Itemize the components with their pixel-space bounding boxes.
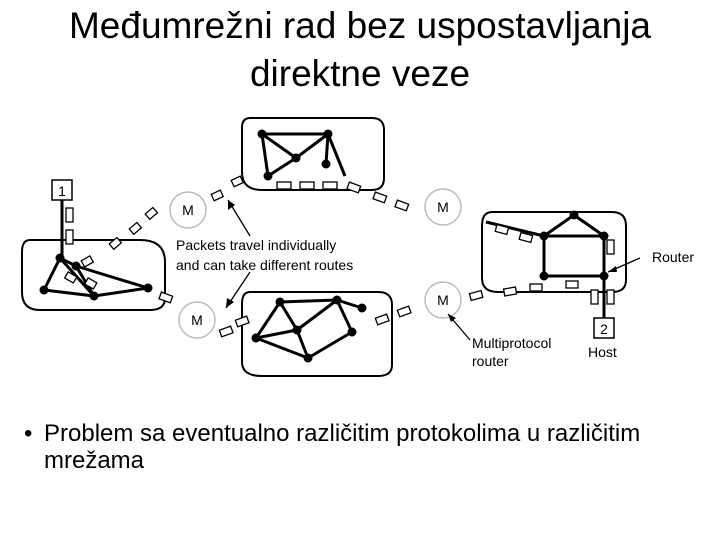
packet <box>504 287 517 296</box>
multiprotocol-router-bottom-left <box>179 302 215 338</box>
packet <box>66 208 73 222</box>
packet <box>159 292 173 303</box>
packet <box>469 291 482 301</box>
packet <box>347 182 361 193</box>
packet <box>66 230 73 244</box>
packet <box>607 290 614 304</box>
packet <box>219 326 233 337</box>
packet <box>211 190 223 201</box>
bullet-list <box>24 420 684 474</box>
packet <box>566 281 578 288</box>
host-2-label: 2 <box>600 321 608 337</box>
host-label: Host <box>588 344 617 360</box>
packet <box>591 290 598 304</box>
host-1 <box>52 180 73 258</box>
packet <box>607 240 614 254</box>
packet <box>129 222 141 234</box>
packet <box>323 182 337 189</box>
network-cloud-bottom <box>242 292 392 376</box>
multiprotocol-label-line-1: Multiprotocol <box>472 335 552 351</box>
svg-text:M: M <box>191 312 203 328</box>
packet <box>277 182 291 189</box>
packet <box>231 176 243 187</box>
left-network-nodes <box>40 254 153 301</box>
packet <box>530 284 542 291</box>
right-network-links <box>486 215 604 276</box>
multiprotocol-label-line-2: router <box>472 353 509 369</box>
bullet-item-1: Problem sa eventualno različitim protokolima u različitim mrežama <box>44 420 641 474</box>
packet <box>145 207 157 219</box>
packet <box>235 316 249 327</box>
packet <box>300 182 314 189</box>
right-network-nodes <box>540 211 609 281</box>
packets-route-lower <box>85 278 578 337</box>
svg-text:M: M <box>182 202 194 218</box>
top-network-links <box>262 134 345 176</box>
packets-label-line-2: and can take different routes <box>176 257 354 273</box>
bullet-dot: • <box>24 420 33 447</box>
bottom-network-nodes <box>252 296 367 363</box>
multiprotocol-router-top-left <box>170 192 206 228</box>
packets-label-line-1: Packets travel individually <box>176 237 337 253</box>
bottom-network-links <box>256 300 362 358</box>
title-line-1: Međumrežni rad bez uspostavljanja <box>68 5 652 46</box>
router-label: Router <box>652 249 695 265</box>
left-network-links <box>44 258 148 296</box>
host-1-label: 1 <box>58 183 66 199</box>
packet <box>81 256 93 267</box>
multiprotocol-router-top-right <box>425 189 461 225</box>
packet <box>395 200 409 211</box>
packet <box>397 306 411 317</box>
title-line-2: direktne veze <box>249 53 471 94</box>
packet <box>373 192 387 203</box>
packet <box>375 314 389 325</box>
multiprotocol-router-bottom-right <box>425 282 461 318</box>
network-cloud-top <box>242 118 384 190</box>
svg-text:M: M <box>437 199 449 215</box>
svg-text:M: M <box>437 292 449 308</box>
